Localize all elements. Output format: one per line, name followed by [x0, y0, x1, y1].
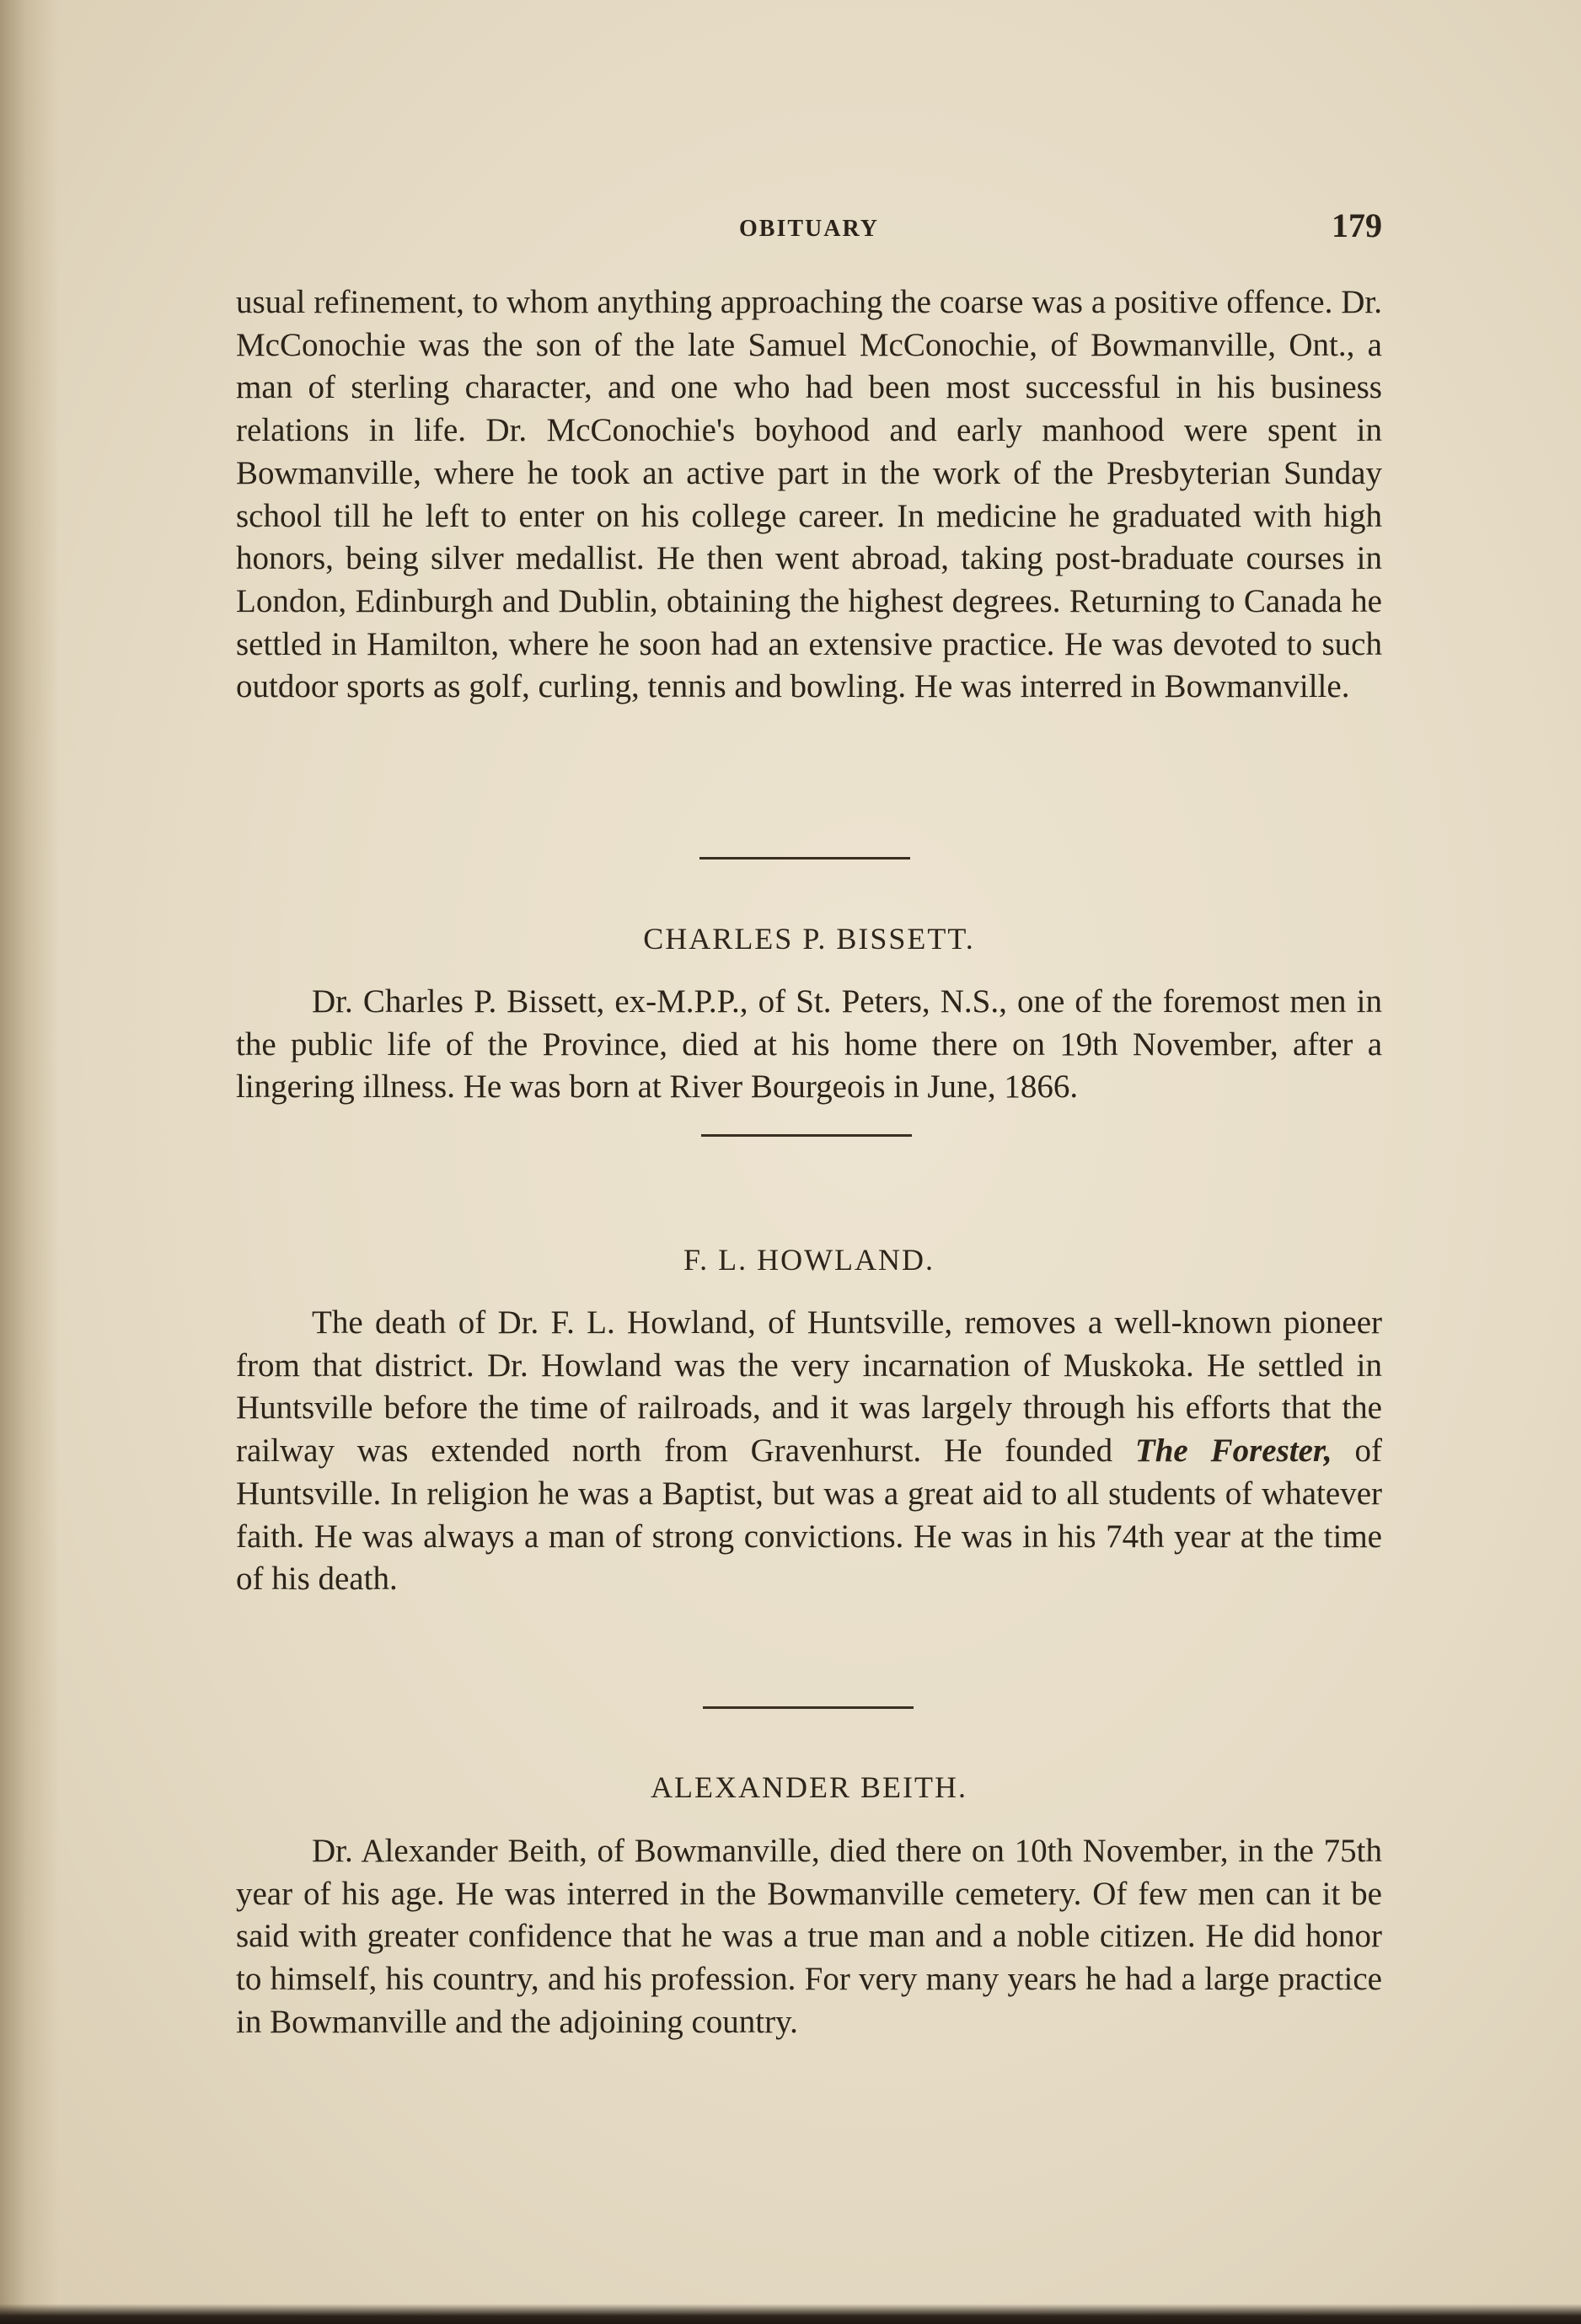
beith-paragraph: Dr. Alexander Beith, of Bowmanville, died there on 10th November, in the 75th year of his age. He was interred in the Bowmanville cemetery. Of few men can it be said with greater confidence that he was a true man and a noble citizen. He did honor to himself, his country, and his profession. For very many years he had a large practice in Bowmanville and the adjoining country. — [236, 1833, 1382, 2040]
mcconochie-paragraph: usual refinement, to whom anything approaching the coarse was a positive offence. Dr. McConochie was the son of the late Samuel McConochie, of Bowmanville, Ont., a man of sterling character, and one who had been most successful in his business relations in life. Dr. McConochie's boyhood and early manhood were spent in Bowmanville, where he took an active part in the work of the Presbyterian Sunday school till he left to enter on his college career. In medicine he graduated with high honors, being silver medallist. He then went abroad, taking post-braduate courses in London, Edinburgh and Dublin, obtaining the highest degrees. Returning to Canada he settled in Hamilton, where he soon had an extensive practice. He was devoted to such outdoor sports as golf, curling, tennis and bowling. He was interred in Bowmanville. — [236, 284, 1382, 705]
howland-text-before: The death of Dr. F. L. Howland, of Huntsville, removes a well-known pioneer from that district. Dr. Howland was the very incarnation of Muskoka. He settled in Huntsville before the time of railroads, and it was largely through his efforts that the railway was extended north from Gravenhurst. He founded — [236, 1304, 1382, 1470]
forester-title: The Forester, — [1134, 1432, 1332, 1470]
howland-paragraph — [236, 1302, 1382, 1601]
page-number: 179 — [1332, 206, 1382, 244]
section-divider-2 — [701, 1134, 912, 1137]
beith-heading: ALEXANDER BEITH. — [651, 1770, 967, 1804]
page-bottom-edge — [0, 2304, 1581, 2324]
section-divider-3 — [703, 1706, 914, 1709]
page-gutter-shadow — [0, 0, 59, 2324]
howland-heading: F. L. HOWLAND. — [683, 1243, 935, 1277]
howland-text-after: of Huntsville. In religion he was a Baptist, but was a great aid to all students of whatever faith. He was always a man of strong convictions. He was in his 74th year at the time of his death. — [236, 1432, 1382, 1598]
bissett-heading: CHARLES P. BISSETT. — [643, 922, 975, 956]
running-title: OBITUARY — [739, 216, 879, 242]
bissett-paragraph: Dr. Charles P. Bissett, ex-M.P.P., of St. Peters, N.S., one of the foremost men in the public life of the Province, died at his home there on 19th November, after a lingering illness. He was born at River Bourgeois in June, 1866. — [236, 983, 1382, 1106]
running-head — [236, 206, 1382, 248]
section-divider-1 — [699, 857, 910, 859]
